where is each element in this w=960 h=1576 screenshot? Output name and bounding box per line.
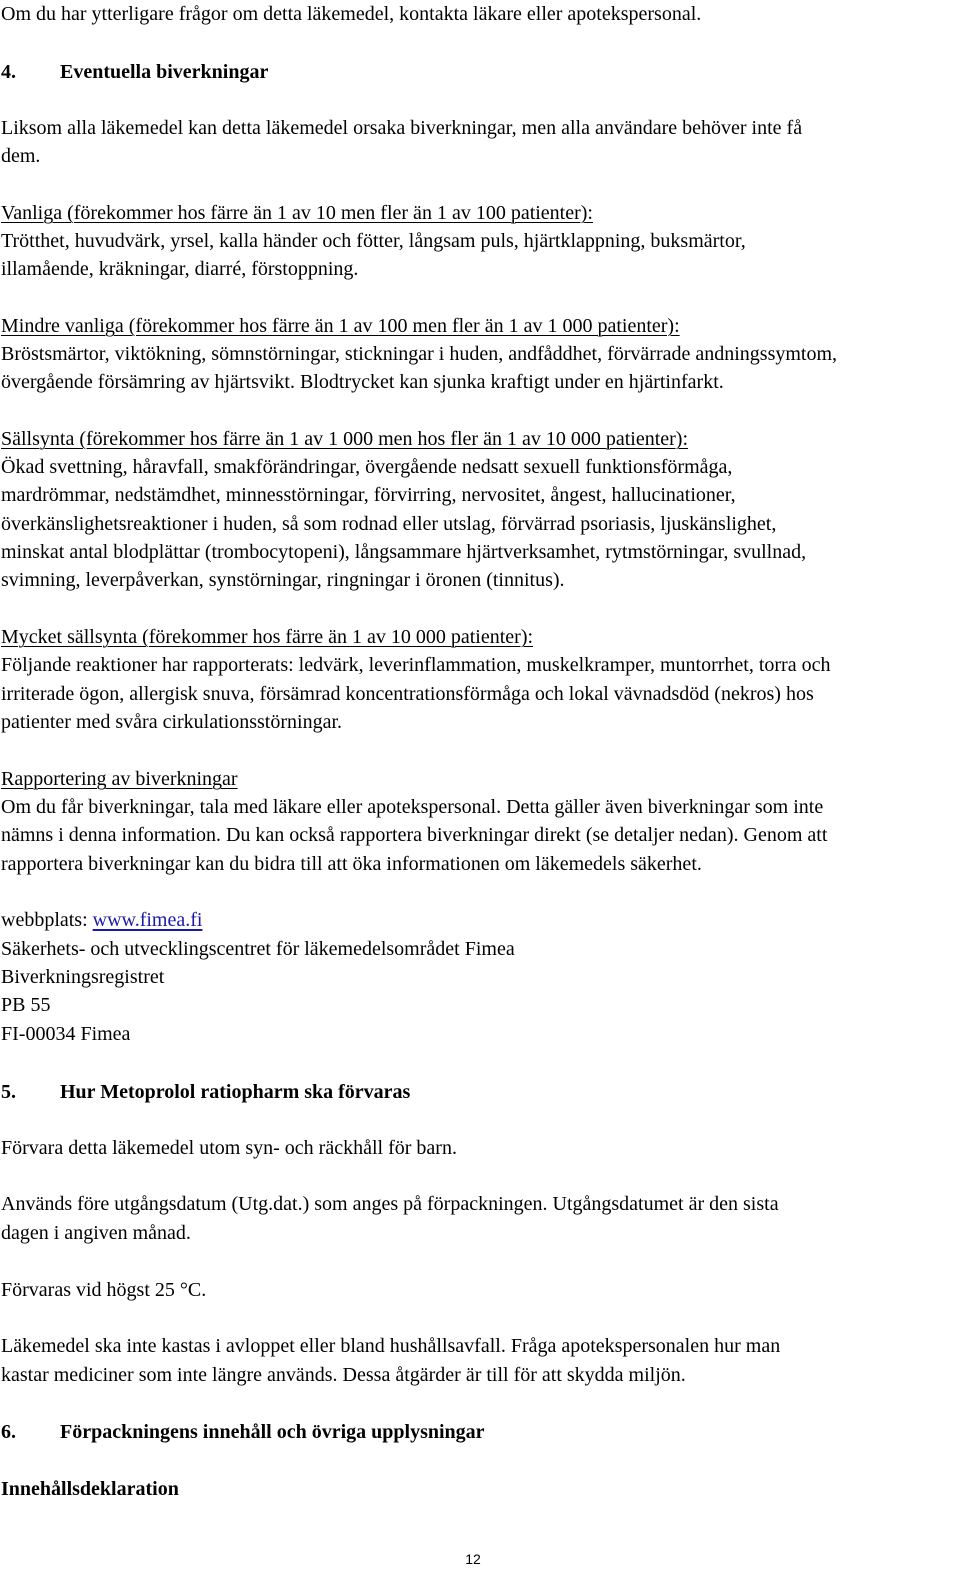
very-rare-effects-line-3: patienter med svåra cirkulationsstörningar. [1,711,343,733]
disposal-line-1: Läkemedel ska inte kastas i avloppet eller bland hushållsavfall. Fråga apotekspersonalen hur man [1,1335,781,1357]
section-5-heading [1,1078,410,1106]
rare-effects-line-1: Ökad svettning, håravfall, smakförändringar, övergående nedsatt sexuell funktionsförmåga, [1,456,733,478]
contact-postal-code: FI-00034 Fimea [1,1023,131,1045]
rare-frequency-heading: Sällsynta (förekommer hos färre än 1 av 1 000 men hos fler än 1 av 10 000 patienter): [1,428,689,450]
intro-question-line: Om du har ytterligare frågor om detta läkemedel, kontakta läkare eller apotekspersonal. [1,3,702,25]
rare-effects-line-5: svimning, leverpåverkan, synstörningar, ringningar i öronen (tinnitus). [1,569,565,591]
fimea-website-link[interactable]: www.fimea.fi [92,909,203,931]
uncommon-effects-line-2: övergående försämring av hjärtsvikt. Blodtrycket kan sjunka kraftigt under en hjärtinfarkt. [1,371,724,393]
section-5-title: Hur Metoprolol ratiopharm ska förvaras [60,1081,411,1103]
contact-registry: Biverkningsregistret [1,966,165,988]
common-effects-line-1: Trötthet, huvudvärk, yrsel, kalla händer och fötter, långsam puls, hjärtklappning, buksmärtor, [1,230,746,252]
contact-organization: Säkerhets- och utvecklingscentret för läkemedelsområdet Fimea [1,938,515,960]
section-4-title: Eventuella biverkningar [60,61,269,83]
section-6-heading [1,1418,485,1446]
reporting-line-3: rapportera biverkningar kan du bidra till att öka informationen om läkemedels säkerhet. [1,853,702,875]
expiry-line-1: Används före utgångsdatum (Utg.dat.) som anges på förpackningen. Utgångsdatumet är den sista [1,1193,779,1215]
section-4-number: 4. [1,61,16,83]
website-line [1,906,202,934]
very-rare-effects-line-2: irriterade ögon, allergisk snuva, försämrad koncentrationsförmåga och lokal vävnadsdöd (nekros) hos [1,683,814,705]
section-6-number: 6. [1,1421,16,1443]
rare-effects-line-4: minskat antal blodplättar (trombocytopeni), långsammare hjärtverksamhet, rytmstörningar, svullnad, [1,541,807,563]
disposal-line-2: kastar mediciner som inte längre används. Dessa åtgärder är till för att skydda miljön. [1,1364,686,1386]
section-4-heading [1,58,268,86]
expiry-line-2: dagen i angiven månad. [1,1222,191,1244]
rare-effects-line-3: överkänslighetsreaktioner i huden, så som rodnad eller utslag, förvärrad psoriasis, ljuskänslighet, [1,513,777,535]
page-number: 12 [465,1551,481,1567]
section-6-title: Förpackningens innehåll och övriga upplysningar [60,1421,485,1443]
website-label: webbplats: [1,909,93,931]
section-5-number: 5. [1,1081,16,1103]
very-rare-frequency-heading: Mycket sällsynta (förekommer hos färre än 1 av 10 000 patienter): [1,626,534,648]
reporting-heading: Rapportering av biverkningar [1,768,238,790]
common-effects-line-2: illamående, kräkningar, diarré, förstoppning. [1,258,359,280]
reporting-line-1: Om du får biverkningar, tala med läkare eller apotekspersonal. Detta gäller även biverkningar som inte [1,796,824,818]
rare-effects-line-2: mardrömmar, nedstämdhet, minnesstörningar, förvirring, nervositet, ångest, hallucinationer, [1,484,736,506]
very-rare-effects-line-1: Följande reaktioner har rapporterats: ledvärk, leverinflammation, muskelkramper, muntorrhet, torra och [1,654,831,676]
uncommon-effects-line-1: Bröstsmärtor, viktökning, sömnstörningar, stickningar i huden, andfåddhet, förvärrade andningssymtom, [1,343,838,365]
contents-declaration-heading: Innehållsdeklaration [1,1478,179,1500]
uncommon-frequency-heading: Mindre vanliga (förekommer hos färre än 1 av 100 men fler än 1 av 1 000 patienter): [1,315,680,337]
common-frequency-heading: Vanliga (förekommer hos färre än 1 av 10 men fler än 1 av 100 patienter): [1,202,593,224]
storage-children-line: Förvara detta läkemedel utom syn- och räckhåll för barn. [1,1137,457,1159]
storage-temperature-line: Förvaras vid högst 25 °C. [1,1279,207,1301]
reporting-line-2: nämns i denna information. Du kan också rapportera biverkningar direkt (se detaljer nedan). Genom att [1,824,828,846]
side-effects-intro-line-1: Liksom alla läkemedel kan detta läkemedel orsaka biverkningar, men alla användare behöver inte få [1,117,803,139]
contact-po-box: PB 55 [1,994,51,1016]
side-effects-intro-line-2: dem. [1,145,41,167]
